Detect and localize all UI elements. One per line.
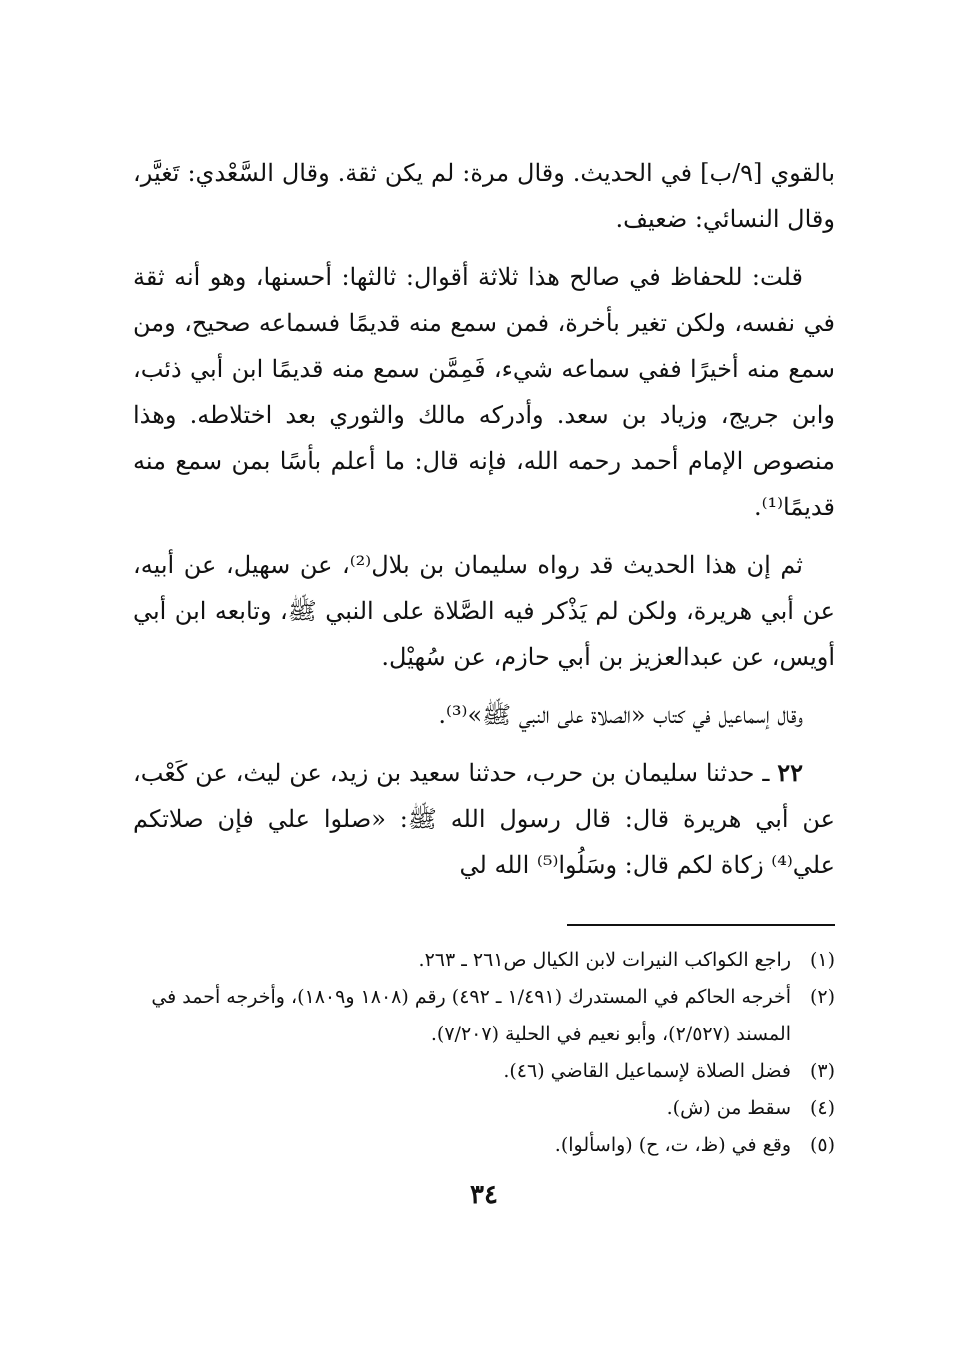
footnote-4 [133, 1090, 835, 1127]
paragraph-3: ثم إن هذا الحديث قد رواه سليمان بن بلال⁽²⁾، عن سهيل، عن أبيه، عن أبي هريرة، ولكن لم يَذْكر فيه الصَّلاة على النبي ﷺ، وتابعه ابن أبي أويس، عن عبدالعزيز بن أبي حازم، عن سُهيْل. [133, 551, 835, 671]
footnote-number: (٢) [809, 986, 835, 1008]
main-text [133, 150, 835, 888]
footnote-1 [133, 942, 835, 979]
footnote-5 [133, 1127, 835, 1164]
paragraph-4: وقال إسماعيل في كتاب «الصلاة على النبي ﷺ»⁽³⁾. [438, 701, 803, 729]
hadith-paragraph [133, 750, 835, 888]
footnote-2 [133, 979, 835, 1053]
hadith-number: ٢٢ [777, 758, 803, 787]
footnote-number: (١) [809, 949, 835, 971]
paragraph-1: بالقوي [٩/ب] في الحديث. وقال مرة: لم يكن ثقة. وقال السَّعْدي: تَغيَّر، وقال النسائي: ضعيف. [133, 159, 835, 233]
hadith-text: ـ حدثنا سليمان بن حرب، حدثنا سعيد بن زيد، عن ليث، عن كَعْب، عن أبي هريرة قال: قال رسول الله ﷺ: «صلوا علي فإن صلاتكم علي⁽⁴⁾ زكاة لكم قال: وسَلُوا⁽⁵⁾ الله لي [133, 759, 835, 879]
footnotes [133, 942, 835, 1164]
footnote-number: (٥) [809, 1134, 835, 1156]
footnote-text: سقط من (ش). [666, 1097, 791, 1119]
paragraph-2: قلت: للحفاظ في صالح هذا ثلاثة أقوال: ثالثها: أحسنها، وهو أنه ثقة في نفسه، ولكن تغير بأخرة، فمن سمع منه قديمًا فسماعه صحيح، ومن سمع منه أخيرًا ففي سماعه شيء، فَمِمَّن سمع منه قديمًا ابن أبي ذئب، وابن جريج، وزياد بن سعد. وأدركه مالك والثوري بعد اختلاطه. وهذا منصوص الإمام أحمد رحمه الله، فإنه قال: ما أعلم بأسًا بمن سمع منه قديمًا⁽¹⁾. [133, 263, 835, 521]
footnote-text: أخرجه الحاكم في المستدرك (١/٤٩١ ـ ٤٩٢) رقم (١٨٠٨ و١٨٠٩)، وأخرجه أحمد في المسند (٢/٥٢٧)، وأبو نعيم في الحلية (٧/٢٠٧). [151, 986, 791, 1045]
footnote-text: وقع في (ظ، ت، ح) (واسألوا). [554, 1134, 791, 1156]
footnote-number: (٣) [809, 1060, 835, 1082]
footnote-number: (٤) [809, 1097, 835, 1119]
book-page [133, 150, 835, 1210]
footnote-separator [567, 924, 835, 926]
page-number: ٣٤ [470, 1180, 498, 1210]
footnote-3 [133, 1053, 835, 1090]
footnote-text: فضل الصلاة لإسماعيل القاضي (٤٦). [503, 1060, 791, 1082]
footnote-text: راجع الكواكب النيرات لابن الكيال ص٢٦١ ـ ٢٦٣. [418, 949, 791, 971]
